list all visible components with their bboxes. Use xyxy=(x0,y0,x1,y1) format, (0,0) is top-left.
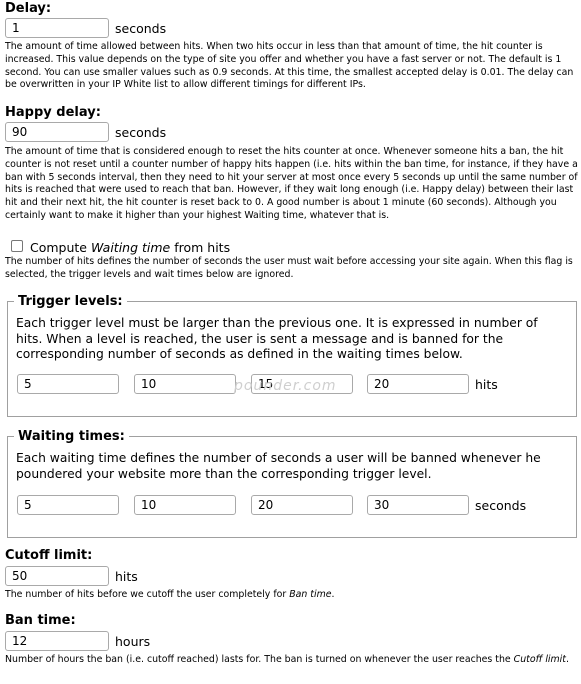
waiting-time-2-input[interactable] xyxy=(134,495,236,515)
compute-waiting-help: The number of hits defines the number of seconds the user must wait before accessing your site again. When this flag is selected, the trigger levels and wait times below are ignored. xyxy=(5,256,573,280)
happy-delay-unit: seconds xyxy=(115,125,167,140)
trigger-level-4-input[interactable] xyxy=(367,374,469,394)
waiting-times-unit: seconds xyxy=(475,498,527,513)
ban-time-input[interactable] xyxy=(5,631,109,651)
waiting-times-description: Each waiting time defines the number of seconds a user will be banned whenever he poundered your website more than the corresponding trigger level. xyxy=(16,451,541,481)
ban-help-prefix: Number of hours the ban (i.e. cutoff reached) lasts for. The ban is turned on whenever the user reaches the xyxy=(5,654,514,665)
waiting-time-1-input[interactable] xyxy=(17,495,119,515)
ban-time-help xyxy=(5,654,579,667)
trigger-levels-legend: Trigger levels: xyxy=(14,293,127,310)
trigger-levels-description: Each trigger level must be larger than the previous one. It is expressed in number of hits. When a level is reached, the user is sent a message and is banned for the corresponding number of seconds as defined in the waiting times below. xyxy=(16,316,538,361)
cutoff-limit-input[interactable] xyxy=(5,566,109,586)
waiting-time-4-input[interactable] xyxy=(367,495,469,515)
compute-waiting-prefix: Compute xyxy=(30,240,91,255)
cutoff-limit-label: Cutoff limit: xyxy=(5,548,93,563)
ban-time-unit: hours xyxy=(115,634,151,649)
ban-help-em: Cutoff limit xyxy=(513,654,566,665)
compute-waiting-suffix: from hits xyxy=(170,240,231,255)
compute-waiting-checkbox[interactable] xyxy=(11,240,23,252)
delay-label: Delay: xyxy=(5,1,52,16)
trigger-level-1-input[interactable] xyxy=(17,374,119,394)
happy-delay-input[interactable] xyxy=(5,122,109,142)
trigger-levels-unit: hits xyxy=(475,377,498,392)
delay-unit: seconds xyxy=(115,21,167,36)
cutoff-limit-help xyxy=(5,589,579,602)
cutoff-help-prefix: The number of hits before we cutoff the user completely for xyxy=(5,589,290,600)
cutoff-limit-unit: hits xyxy=(115,569,138,584)
watermark: pounder.com xyxy=(234,378,337,394)
cutoff-help-em: Ban time xyxy=(289,589,332,600)
compute-waiting-label xyxy=(30,240,230,255)
cutoff-help-suffix: . xyxy=(331,589,335,600)
happy-delay-help: The amount of time that is considered enough to reset the hits counter at once. Whenever someone hits a ban, the hit counter is not reset until a counter number of happy hits happen (i.e. hits within the ban time, for instance, if they have a ban with 5 seconds interval, then they need to hit your server at most once every 5 seconds up until the same number of hits is reached that were used to reach that ban. However, if they wait long enough (i.e. Happy delay) between their last hit and their next hit, the hit counter is reset back to 0. A good number is about 1 minute (60 seconds). Although you certainly want to make it higher than your highest Waiting time, whatever that is. xyxy=(5,146,578,221)
compute-waiting-em: Waiting time xyxy=(90,240,171,255)
delay-help: The amount of time allowed between hits. When two hits occur in less than that amount of time, the hit counter is increased. This value depends on the type of site you offer and whether you have a fast server or not. The default is 1 second. You can use smaller values such as 0.9 seconds. At this time, the smallest accepted delay is 0.01. The delay can be overwritten in your IP White list to allow different timings for different IPs. xyxy=(5,41,574,91)
ban-time-label: Ban time: xyxy=(5,613,76,628)
ban-help-suffix: . xyxy=(565,654,569,665)
waiting-times-fieldset xyxy=(7,429,577,538)
happy-delay-label: Happy delay: xyxy=(5,105,101,120)
delay-input[interactable] xyxy=(5,18,109,38)
waiting-time-3-input[interactable] xyxy=(251,495,353,515)
waiting-times-legend: Waiting times: xyxy=(14,428,129,445)
trigger-levels-fieldset xyxy=(7,294,577,417)
trigger-level-2-input[interactable] xyxy=(134,374,236,394)
